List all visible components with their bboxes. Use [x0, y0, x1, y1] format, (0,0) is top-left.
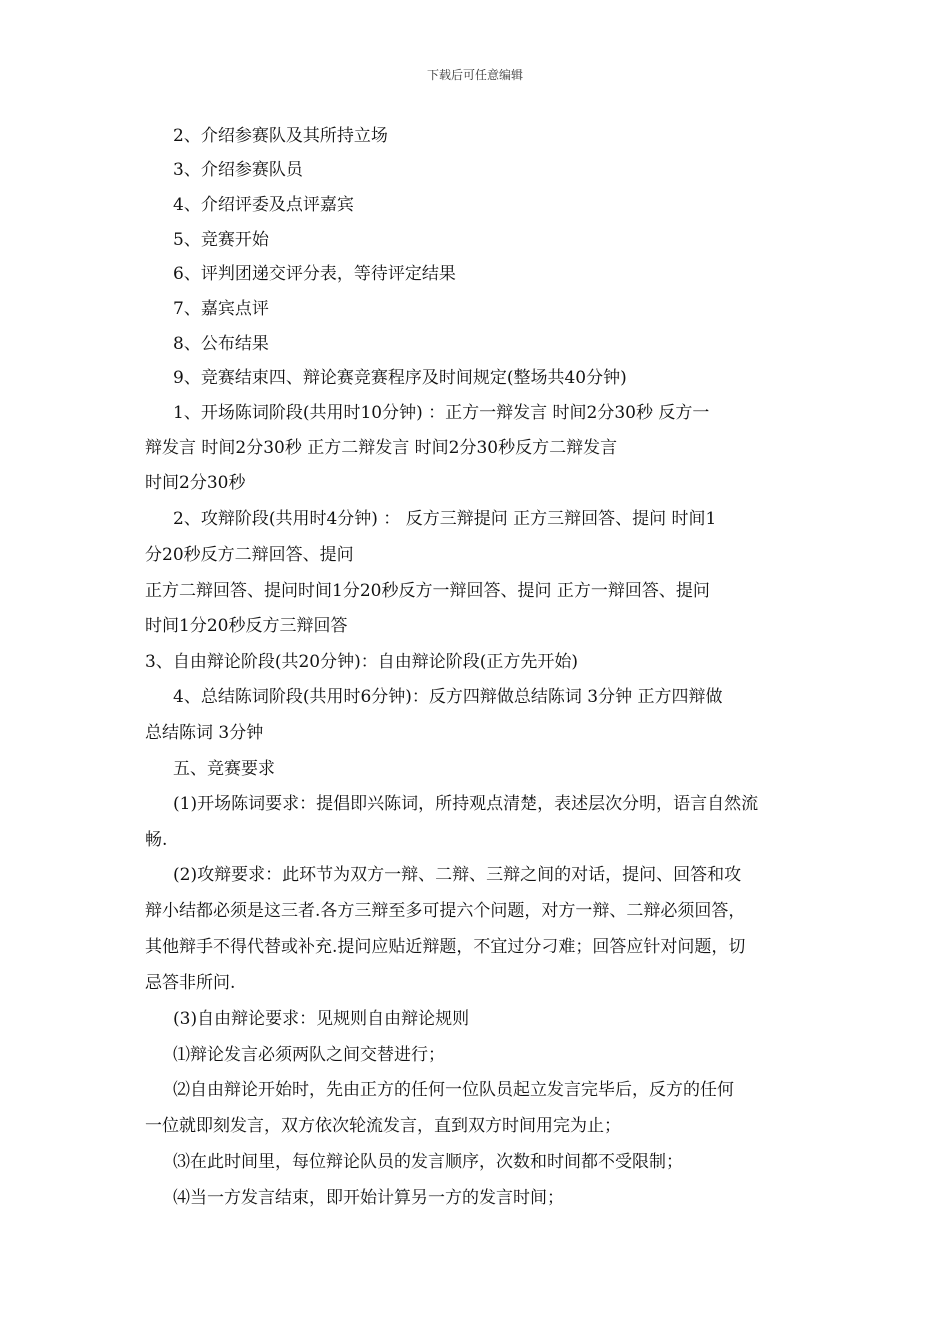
text-line: (2)攻辩要求：此环节为双方一辩、二辩、三辩之间的对话，提问、回答和攻	[173, 865, 742, 885]
text-line: 一位就即刻发言，双方依次轮流发言，直到双方时间用完为止；	[145, 1116, 621, 1136]
text-line: (3)自由辩论要求：见规则自由辩论规则	[173, 1009, 470, 1029]
text-line: 2、介绍参赛队及其所持立场	[173, 126, 388, 146]
text-line: 其他辩手不得代替或补充.提问应贴近辩题，不宜过分刁难；回答应针对问题，切	[145, 937, 746, 957]
text-line: ⑴辩论发言必须两队之间交替进行；	[173, 1045, 445, 1065]
text-line: 6、评判团递交评分表，等待评定结果	[173, 264, 456, 284]
text-line: 分20秒反方二辩回答、提问	[145, 545, 354, 565]
text-line: (1)开场陈词要求：提倡即兴陈词，所持观点清楚，表述层次分明，语言自然流	[173, 794, 759, 814]
text-line: 畅.	[145, 830, 168, 850]
text-line: 忌答非所问.	[145, 973, 236, 993]
text-line: ⑶在此时间里，每位辩论队员的发言顺序，次数和时间都不受限制；	[173, 1152, 683, 1172]
text-line: 9、竞赛结束四、辩论赛竞赛程序及时间规定(整场共40分钟)	[173, 368, 627, 388]
text-line: 4、介绍评委及点评嘉宾	[173, 195, 354, 215]
text-line: ⑵自由辩论开始时，先由正方的任何一位队员起立发言完毕后，反方的任何	[173, 1080, 734, 1100]
text-line: 3、自由辩论阶段(共20分钟)：自由辩论阶段(正方先开始)	[145, 652, 578, 672]
text-line: ⑷当一方发言结束，即开始计算另一方的发言时间；	[173, 1188, 564, 1208]
text-line: 1、开场陈词阶段(共用时10分钟) ：正方一辩发言 时间2分30秒 反方一	[173, 403, 710, 423]
text-line: 辩发言 时间2分30秒 正方二辩发言 时间2分30秒反方二辩发言	[145, 438, 618, 458]
text-line: 正方二辩回答、提问时间1分20秒反方一辩回答、提问 正方一辩回答、提问	[145, 581, 710, 601]
text-line: 辩小结都必须是这三者.各方三辩至多可提六个问题，对方一辩、二辩必须回答，	[145, 901, 746, 921]
text-line: 7、嘉宾点评	[173, 299, 269, 319]
page-header: 下载后可任意编辑	[426, 68, 523, 82]
text-line: 4、总结陈词阶段(共用时6分钟)：反方四辩做总结陈词 3分钟 正方四辩做	[173, 687, 723, 707]
text-line: 时间1分20秒反方三辩回答	[145, 616, 348, 636]
section-heading: 五、竞赛要求	[173, 759, 275, 779]
text-line: 5、竞赛开始	[173, 230, 269, 250]
text-line: 2、攻辩阶段(共用时4分钟) ： 反方三辩提问 正方三辩回答、提问 时间1	[173, 509, 717, 529]
text-line: 总结陈词 3分钟	[145, 723, 264, 743]
text-line: 时间2分30秒	[145, 473, 246, 493]
text-line: 3、介绍参赛队员	[173, 160, 303, 180]
text-line: 8、公布结果	[173, 334, 269, 354]
